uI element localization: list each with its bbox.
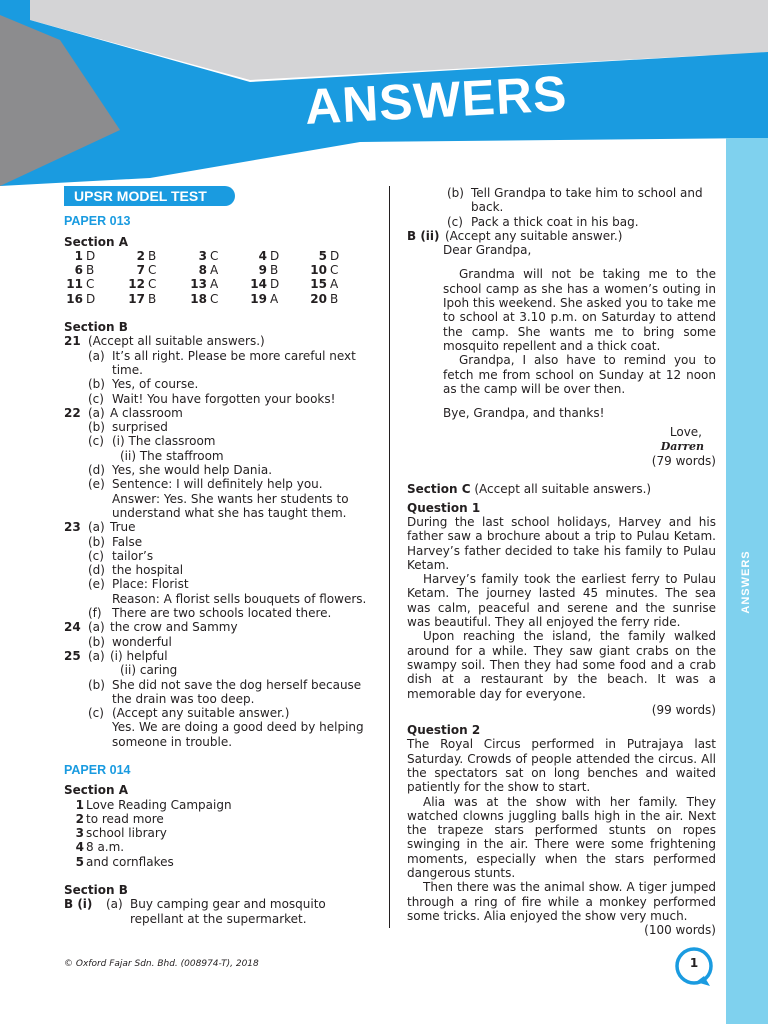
mcq-answer: D: [330, 248, 340, 263]
q1-paragraph-3: Upon reaching the island, the family walked around for a while. They saw giant crabs on the swampy soil. Then they had some food and a crab dish at a restaurant by the beach. It was a memorable day for everyone.: [407, 629, 716, 701]
letter-salutation: Dear Grandpa,: [443, 243, 532, 258]
mcq-number: 3: [198, 248, 207, 263]
b-ii-heading: B (ii) (Accept any suitable answer.): [407, 228, 623, 243]
q2-paragraph-1: The Royal Circus performed in Putrajaya last Saturday. Crowds of people attended the circus. All the spectators sat on long benches and waited patiently for the show to start.: [407, 737, 716, 795]
q1-paragraph-1: During the last school holidays, Harvey and his father saw a brochure about a trip to Pulau Ketam. Harvey’s father decided to take his family to Pulau Ketam.: [407, 514, 716, 572]
letter-love: Love,: [669, 425, 702, 440]
mcq-number: 13: [190, 277, 207, 292]
mcq-answer: B: [148, 291, 157, 306]
question-23: 23 (a) True: [64, 520, 136, 535]
q2-paragraph-2: Alia was at the show with her family. They watched clowns juggling balls high in the air. Next the trapeze stars performed stunts on ropes swinging in the air. There were some frightening moments, especially when the stars performed dangerous stunts.: [407, 794, 716, 881]
q21-c: (c) Wait! You have forgotten your books!: [88, 391, 336, 406]
mcq-answer: B: [86, 263, 95, 278]
mcq-number: 20: [310, 291, 327, 306]
q1-word-count: (99 words): [651, 702, 716, 717]
section-c-heading: Section C (Accept all suitable answers.): [407, 482, 652, 497]
section-b-heading: Section B: [64, 320, 128, 335]
q21-b: (b) Yes, of course.: [88, 377, 199, 392]
mcq-number: 2: [136, 248, 145, 263]
column-divider: [389, 186, 390, 928]
mcq-answer: A: [330, 277, 339, 292]
list-item: 2 to read more: [75, 811, 164, 826]
q25-a-ii: (ii) caring: [120, 663, 178, 678]
letter-paragraph-1: Grandma will not be taking me to the school camp as she has a women’s outing in Ipoh this weekend. She asked you to take me to school at 3.10 p.m. on Saturday to attend the camp. She wants me to bring some mosquito repellent and a thick coat.: [443, 267, 716, 353]
mcq-answer: A: [210, 277, 219, 292]
question-22: 22 (a) A classroom: [64, 405, 183, 420]
test-title: UPSR MODEL TEST: [64, 186, 235, 206]
paper-014-heading: PAPER 014: [64, 762, 131, 777]
mcq-answer: D: [86, 248, 96, 263]
q25-c: (c) (Accept any suitable answer.): [88, 706, 290, 721]
mcq-answers: [64, 249, 376, 306]
mcq-number: 15: [310, 277, 327, 292]
page-number-badge: 1: [674, 946, 716, 988]
b-i-c: (c) Pack a thick coat in his bag.: [447, 214, 639, 229]
q22-c: (c) (i) The classroom: [88, 434, 216, 449]
list-item: 3 school library: [75, 826, 167, 841]
paper-014-section-a-answers: [64, 798, 376, 869]
mcq-number: 17: [128, 291, 145, 306]
question-24: 24 (a) the crow and Sammy: [64, 620, 238, 635]
mcq-answer: C: [148, 263, 157, 278]
q2-paragraph-3: Then there was the animal show. A tiger jumped through a ring of fire while a monkey performed some tricks. Alia enjoyed the show very much.: [407, 880, 716, 923]
q2-word-count: (100 words): [644, 923, 716, 938]
side-label: ANSWERS: [740, 550, 752, 614]
q22-b: (b) surprised: [88, 420, 168, 435]
list-item: 1 Love Reading Campaign: [75, 797, 232, 812]
q23-e-reason: Reason: A florist sells bouquets of flowers.: [112, 591, 367, 606]
mcq-number: 6: [74, 263, 83, 278]
q24-b: (b) wonderful: [88, 634, 172, 649]
mcq-answer: A: [270, 291, 279, 306]
mcq-number: 11: [66, 277, 83, 292]
mcq-number: 14: [250, 277, 267, 292]
section-b2-heading: Section B: [64, 883, 128, 898]
mcq-number: 8: [198, 263, 207, 278]
mcq-answer: B: [330, 291, 339, 306]
mcq-answer: D: [86, 291, 96, 306]
q23-d: (d) the hospital: [88, 563, 184, 578]
q25-c-answer: Yes. We are doing a good deed by helping someone in trouble.: [112, 720, 364, 749]
question-25: 25 (a) (i) helpful: [64, 648, 168, 663]
q1-paragraph-2: Harvey’s family took the earliest ferry to Pulau Ketam. The journey lasted 45 minutes. The sea was calm, peaceful and serene and the sunrise was beautiful. They all enjoyed the ferry ride.: [407, 572, 716, 630]
q22-e: (e) Sentence: I will definitely help you.: [88, 477, 323, 492]
question-1-title: Question 1: [407, 500, 481, 515]
letter-signature: Darren: [660, 439, 704, 453]
q23-e: (e) Place: Florist: [88, 577, 189, 592]
mcq-answer: D: [270, 277, 280, 292]
mcq-answer: C: [86, 277, 95, 292]
mcq-number: 10: [310, 263, 327, 278]
mcq-number: 19: [250, 291, 267, 306]
q25-b: (b) She did not save the dog herself because the drain was too deep.: [88, 677, 362, 706]
mcq-number: 5: [318, 248, 327, 263]
letter-closing: Bye, Grandpa, and thanks!: [443, 406, 605, 421]
page-title: ANSWERS: [303, 65, 569, 135]
mcq-number: 4: [258, 248, 267, 263]
q23-c: (c) tailor’s: [88, 548, 154, 563]
left-column: [64, 186, 376, 926]
b-i-b: (b) Tell Grandpa to take him to school and back.: [447, 186, 703, 215]
list-item: 4 8 a.m.: [75, 840, 125, 855]
mcq-number: 12: [128, 277, 145, 292]
question-2-title: Question 2: [407, 723, 481, 738]
q23-b: (b) False: [88, 534, 143, 549]
q23-f: (f) There are two schools located there.: [88, 606, 332, 621]
section-a2-heading: Section A: [64, 783, 128, 798]
section-a-heading: Section A: [64, 234, 128, 249]
q22-c-ii: (ii) The staffroom: [120, 448, 224, 463]
b-i-a: B (i) (a) Buy camping gear and mosquito repellant at the supermarket.: [64, 897, 326, 926]
mcq-number: 1: [74, 248, 83, 263]
mcq-answer: B: [270, 263, 279, 278]
mcq-answer: A: [210, 263, 219, 278]
mcq-number: 7: [136, 263, 145, 278]
letter-paragraph-2: Grandpa, I also have to remind you to fetch me from school on Sunday at 12 noon as the camp will be over then.: [443, 353, 716, 396]
list-item: 5 and cornflakes: [75, 854, 174, 869]
mcq-answer: B: [148, 248, 157, 263]
mcq-number: 16: [66, 291, 83, 306]
q22-e-answer: Answer: Yes. She wants her students to understand what she has taught them.: [112, 491, 349, 520]
mcq-answer: C: [330, 263, 339, 278]
mcq-number: 9: [258, 263, 267, 278]
mcq-answer: C: [148, 277, 157, 292]
question-21: 21 (Accept all suitable answers.): [64, 334, 265, 349]
q22-d: (d) Yes, she would help Dania.: [88, 463, 273, 478]
copyright-footer: © Oxford Fajar Sdn. Bhd. (008974-T), 2018: [64, 959, 259, 969]
letter-word-count: (79 words): [651, 454, 716, 469]
q21-a: (a) It’s all right. Please be more careful next time.: [88, 348, 356, 377]
mcq-answer: C: [210, 291, 219, 306]
mcq-answer: C: [210, 248, 219, 263]
mcq-number: 18: [190, 291, 207, 306]
mcq-answer: D: [270, 248, 280, 263]
paper-013-heading: PAPER 013: [64, 214, 131, 229]
right-column: [407, 186, 716, 938]
